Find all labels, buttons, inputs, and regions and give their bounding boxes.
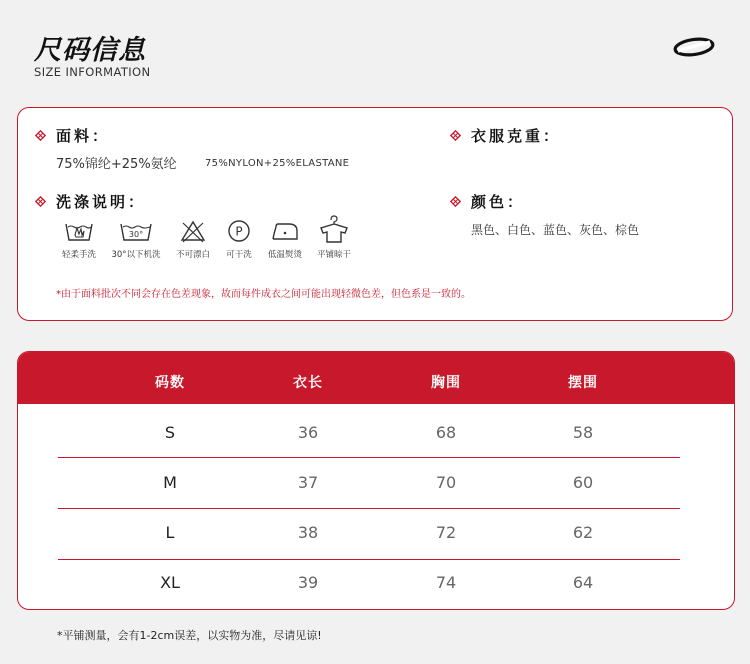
- cell-length: 36: [297, 423, 319, 442]
- header-length: 衣长: [293, 375, 323, 391]
- table-row: [18, 408, 734, 458]
- diamond-mark-icon: [450, 130, 461, 141]
- cell-length: 39: [297, 573, 319, 592]
- diamond-mark-icon: [450, 196, 461, 207]
- diamond-mark-icon: [35, 130, 46, 141]
- cell-size: S: [164, 423, 176, 442]
- cell-size: L: [165, 523, 175, 542]
- cell-chest: 68: [435, 423, 457, 442]
- diamond-mark-icon: [35, 196, 46, 207]
- care-item-machine-wash: [105, 218, 167, 260]
- page-subtitle: SIZE INFORMATION: [34, 65, 151, 79]
- color-value: 黑色、白色、蓝色、灰色、棕色: [471, 223, 640, 237]
- product-info-card: [17, 107, 733, 321]
- hand-wash-icon: [63, 218, 95, 244]
- dry-flat-icon: [318, 214, 350, 244]
- care-label: 30°以下机洗: [111, 250, 161, 260]
- cell-hem: 58: [572, 423, 594, 442]
- cell-length: 38: [297, 523, 319, 542]
- cell-size: XL: [160, 573, 180, 592]
- header-size: 码数: [155, 375, 185, 391]
- table-row: [18, 508, 734, 558]
- fabric-label: 面料：: [56, 127, 111, 145]
- header-hem: 摆围: [568, 375, 598, 391]
- weight-label: 衣服克重：: [471, 127, 562, 145]
- cell-chest: 70: [435, 473, 457, 492]
- cell-chest: 72: [435, 523, 457, 542]
- fabric-value: 75%锦纶+25%氨纶: [56, 157, 177, 172]
- care-label: 轻柔手洗: [61, 250, 96, 260]
- care-item-dry-flat: [303, 214, 365, 260]
- low-iron-icon: [269, 218, 301, 244]
- dry-clean-symbol: P: [235, 224, 243, 239]
- care-label: 平铺晾干: [316, 250, 351, 260]
- care-label: 可干洗: [226, 250, 252, 260]
- care-label: 不可漂白: [175, 250, 210, 260]
- cell-hem: 60: [572, 473, 594, 492]
- size-table-header: [18, 352, 734, 404]
- table-row: [18, 458, 734, 508]
- cell-length: 37: [297, 473, 319, 492]
- cell-chest: 74: [435, 573, 457, 592]
- color-difference-note: *由于面料批次不同会存在色差现象，故而每件成衣之间可能出现轻微色差，但色系是一致的。: [56, 289, 471, 300]
- wash-temp-text: 30°: [128, 230, 144, 239]
- cell-size: M: [163, 473, 177, 492]
- wash-label: 洗涤说明：: [56, 193, 147, 211]
- header-chest: 胸围: [431, 375, 461, 391]
- table-row: [18, 558, 734, 608]
- page-title: 尺码信息: [34, 35, 146, 66]
- measurement-footnote: *平铺测量，会有1-2cm误差，以实物为准，尽请见谅!: [57, 629, 322, 642]
- no-bleach-icon: [179, 218, 207, 244]
- cell-hem: 64: [572, 573, 594, 592]
- care-label: 低温熨烫: [267, 250, 302, 260]
- size-table: [17, 351, 735, 610]
- care-item-hand-wash: [48, 218, 110, 260]
- machine-wash-30-icon: [118, 218, 154, 244]
- brand-logo: [672, 36, 716, 58]
- fabric-value-en: 75%NYLON+25%ELASTANE: [205, 158, 350, 169]
- cell-hem: 62: [572, 523, 594, 542]
- color-label: 颜色：: [471, 193, 526, 211]
- dry-clean-p-icon: [225, 218, 253, 244]
